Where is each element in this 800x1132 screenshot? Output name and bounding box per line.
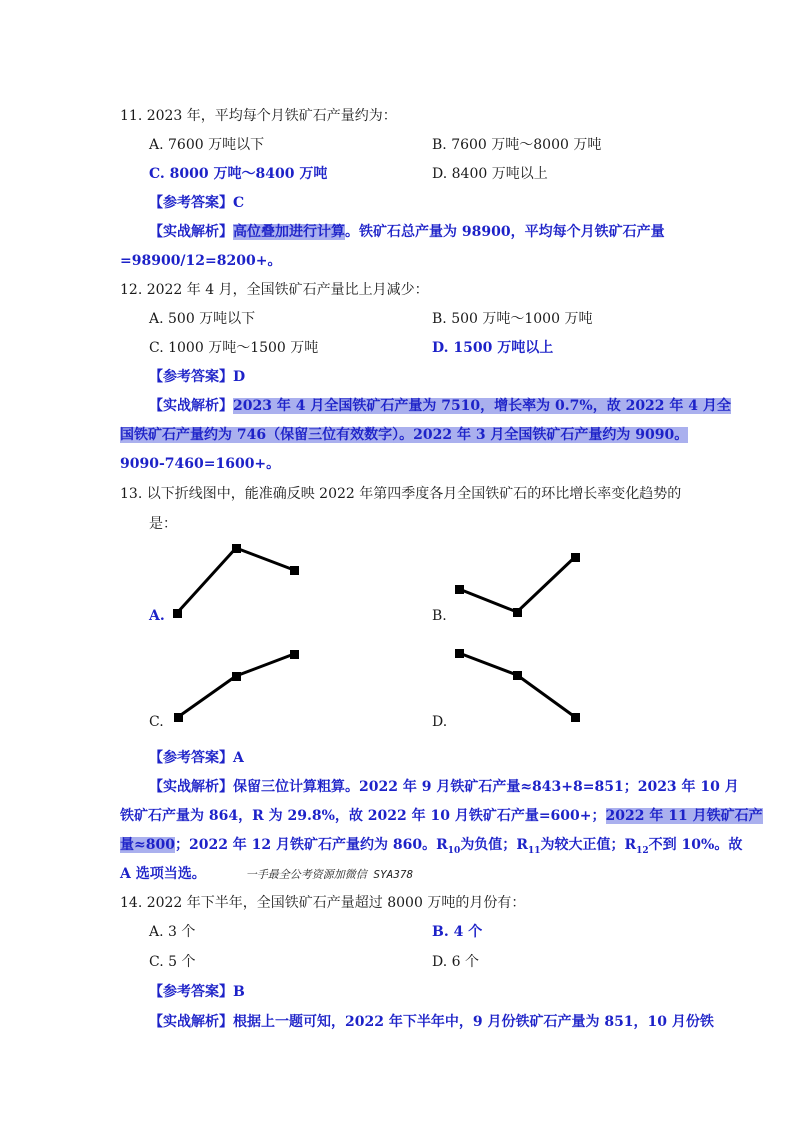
- q14-option-a: A. 3 个: [149, 924, 196, 940]
- option-b-label: B.: [432, 608, 447, 624]
- analysis-text: 铁矿石产量为 864，R 为 29.8%，故 2022 年 10 月铁矿石产量=600+；: [120, 808, 606, 824]
- analysis-text: 根据上一题可知，2022 年下半年中，9 月份铁矿石产量为 851，10 月份铁: [233, 1014, 714, 1030]
- r11-text: 为较大正值；: [540, 837, 625, 853]
- q11-option-a: A. 7600 万吨以下: [149, 137, 265, 153]
- option-d-line-chart: [442, 640, 592, 730]
- analysis-highlight: 2022 年 3 月全国铁矿石产量约为 9090。: [413, 427, 689, 443]
- analysis-highlight: 高位叠加进行计算: [233, 224, 345, 240]
- answer-value: B: [233, 984, 245, 1000]
- q14-answer: [149, 982, 245, 1002]
- r10-symbol: R: [436, 837, 448, 853]
- option-c-line-chart: [160, 640, 310, 730]
- q13-analysis-line2: [120, 806, 763, 826]
- q13-analysis: [149, 777, 739, 797]
- chart-point: [455, 649, 464, 658]
- option-a-line-chart: [160, 535, 310, 625]
- q13-answer: [149, 748, 244, 768]
- option-b-line-chart: [442, 545, 592, 625]
- q13-stem-line2: 是：: [149, 516, 177, 532]
- analysis-label: 【实战解析】: [149, 779, 233, 795]
- q11-analysis: [149, 222, 665, 242]
- q11-option-d: D. 8400 万吨以上: [432, 166, 548, 182]
- q13-analysis-line3: [120, 835, 742, 861]
- q12-option-a: A. 500 万吨以下: [149, 311, 256, 327]
- q11-answer: [149, 193, 244, 213]
- chart-point: [232, 544, 241, 553]
- chart-line: [459, 653, 575, 717]
- q12-stem: 12. 2022 年 4 月，全国铁矿石产量比上月减少：: [120, 282, 429, 298]
- analysis-text: ；2022 年 12 月铁矿石产量约为 860。: [174, 837, 437, 853]
- answer-label: 【参考答案】: [149, 984, 233, 1000]
- chart-point: [571, 713, 580, 722]
- q12-option-b: B. 500 万吨～1000 万吨: [432, 311, 593, 327]
- q12-analysis-line2: [120, 425, 688, 445]
- r12-text: 不到 10%。故: [648, 837, 743, 853]
- analysis-label: 【实战解析】: [149, 224, 233, 240]
- q14-analysis: [149, 1012, 714, 1032]
- q12-analysis-line3: 9090-7460=1600+。: [120, 456, 281, 472]
- option-d-label: D.: [432, 714, 448, 730]
- option-c-label: C.: [149, 714, 164, 730]
- analysis-highlight: 2023 年 4 月全国铁矿石产量为 7510，增长率为 0.7%，故 2022 年 4 月全: [233, 398, 731, 414]
- option-a-label: A.: [149, 608, 165, 624]
- q14-option-b: B. 4 个: [432, 924, 483, 940]
- chart-point: [232, 672, 241, 681]
- r12-symbol: R: [624, 837, 637, 853]
- watermark-text: 一手最全公考资源加微信 SYA378: [245, 868, 414, 881]
- q14-stem: 14. 2022 年下半年，全国铁矿石产量超过 8000 万吨的月份有：: [120, 895, 526, 911]
- chart-point: [290, 650, 299, 659]
- q14-option-d: D. 6 个: [432, 954, 479, 970]
- analysis-label: 【实战解析】: [149, 398, 233, 414]
- r11-subscript: 11: [527, 845, 541, 856]
- r10-text: 为负值；: [460, 837, 517, 853]
- chart-point: [290, 566, 299, 575]
- analysis-label: 【实战解析】: [149, 1014, 233, 1030]
- analysis-text: 。铁矿石总产量为 98900，平均每个月铁矿石产量: [345, 224, 665, 240]
- analysis-highlight: 国铁矿石产量约为 746（保留三位有效数字）。: [120, 427, 414, 443]
- analysis-text: 保留三位计算粗算。2022 年 9 月铁矿石产量≈843+8=851；2023 年 10 月: [233, 779, 739, 795]
- q11-stem: 11. 2023 年，平均每个月铁矿石产量约为：: [120, 108, 397, 124]
- q11-analysis-line2: =98900/12=8200+。: [120, 253, 282, 269]
- r12-subscript: 12: [636, 845, 649, 856]
- r11-symbol: R: [516, 837, 528, 853]
- chart-line: [178, 654, 294, 717]
- answer-value: D: [233, 369, 246, 385]
- q12-option-d: D. 1500 万吨以上: [432, 340, 554, 356]
- r10-subscript: 10: [447, 845, 461, 856]
- answer-label: 【参考答案】: [149, 750, 233, 766]
- chart-point: [513, 608, 522, 617]
- chart-point: [571, 553, 580, 562]
- q12-answer: [149, 367, 245, 387]
- q12-analysis: [149, 396, 731, 416]
- q11-option-c: C. 8000 万吨～8400 万吨: [149, 166, 328, 182]
- q14-option-c: C. 5 个: [149, 954, 196, 970]
- chart-point: [174, 713, 183, 722]
- chart-line: [177, 548, 294, 613]
- q12-option-c: C. 1000 万吨～1500 万吨: [149, 340, 319, 356]
- answer-label: 【参考答案】: [149, 195, 233, 211]
- chart-point: [173, 609, 182, 618]
- answer-value: A: [233, 750, 244, 766]
- q11-option-b: B. 7600 万吨～8000 万吨: [432, 137, 602, 153]
- q13-analysis-line4: [120, 864, 413, 885]
- analysis-highlight: 2022 年 11 月铁矿石产: [605, 808, 763, 824]
- chart-point: [455, 585, 464, 594]
- chart-line: [459, 557, 575, 612]
- analysis-text: A 选项当选。: [120, 866, 206, 882]
- chart-point: [513, 671, 522, 680]
- answer-label: 【参考答案】: [149, 369, 233, 385]
- q13-stem: 13. 以下折线图中，能准确反映 2022 年第四季度各月全国铁矿石的环比增长率变化趋势的: [120, 486, 682, 502]
- analysis-highlight: 量≈800: [120, 837, 175, 853]
- answer-value: C: [233, 195, 245, 211]
